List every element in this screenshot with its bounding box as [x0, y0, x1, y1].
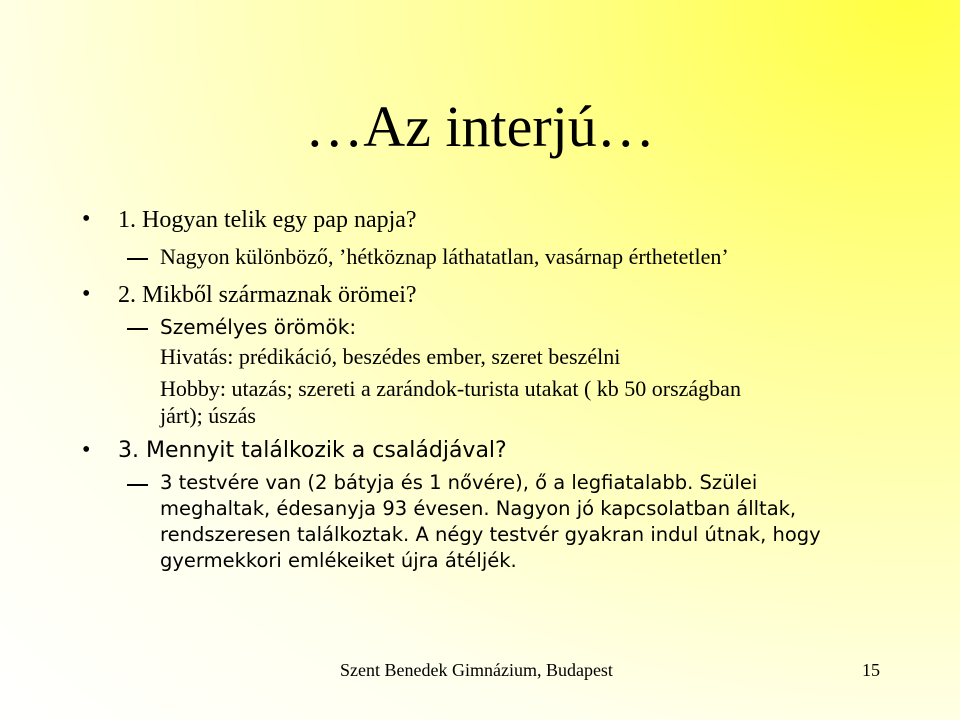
bullet-icon: • — [82, 437, 91, 463]
dash-icon — [127, 258, 148, 260]
bullet-icon: • — [82, 281, 91, 307]
answer-3-line-4: gyermekkori emlékeiket újra átéljék. — [160, 549, 517, 572]
dash-icon — [127, 328, 148, 330]
dash-icon — [127, 484, 148, 486]
question-3: 3. Mennyit találkozik a családjával? — [118, 438, 507, 463]
answer-1: Nagyon különböző, ’hétköznap láthatatlan, vasárnap érthetetlen’ — [160, 244, 729, 269]
answer-3-line-2: meghaltak, édesanyja 93 évesen. Nagyon jó kapcsolatban álltak, — [160, 497, 797, 520]
slide-title: …Az interjú… — [305, 94, 655, 159]
bullet-icon: • — [82, 206, 91, 232]
answer-2-heading: Személyes örömök: — [160, 315, 357, 339]
answer-2-line-2: Hobby: utazás; szereti a zarándok-turista utakat ( kb 50 országban — [160, 376, 741, 401]
answer-3-line-3: rendszeresen találkoztak. A négy testvér gyakran indul útnak, hogy — [160, 523, 821, 546]
question-2: 2. Mikből származnak örömei? — [118, 282, 417, 308]
page-number: 15 — [862, 660, 880, 680]
slide-footer: Szent Benedek Gimnázium, Budapest — [340, 660, 613, 680]
answer-2-line-1: Hivatás: prédikáció, beszédes ember, szeret beszélni — [160, 344, 621, 369]
answer-2-line-3: járt); úszás — [160, 403, 256, 428]
question-1: 1. Hogyan telik egy pap napja? — [118, 207, 417, 233]
answer-3-line-1: 3 testvére van (2 bátyja és 1 nővére), ő a legfiatalabb. Szülei — [160, 471, 758, 494]
